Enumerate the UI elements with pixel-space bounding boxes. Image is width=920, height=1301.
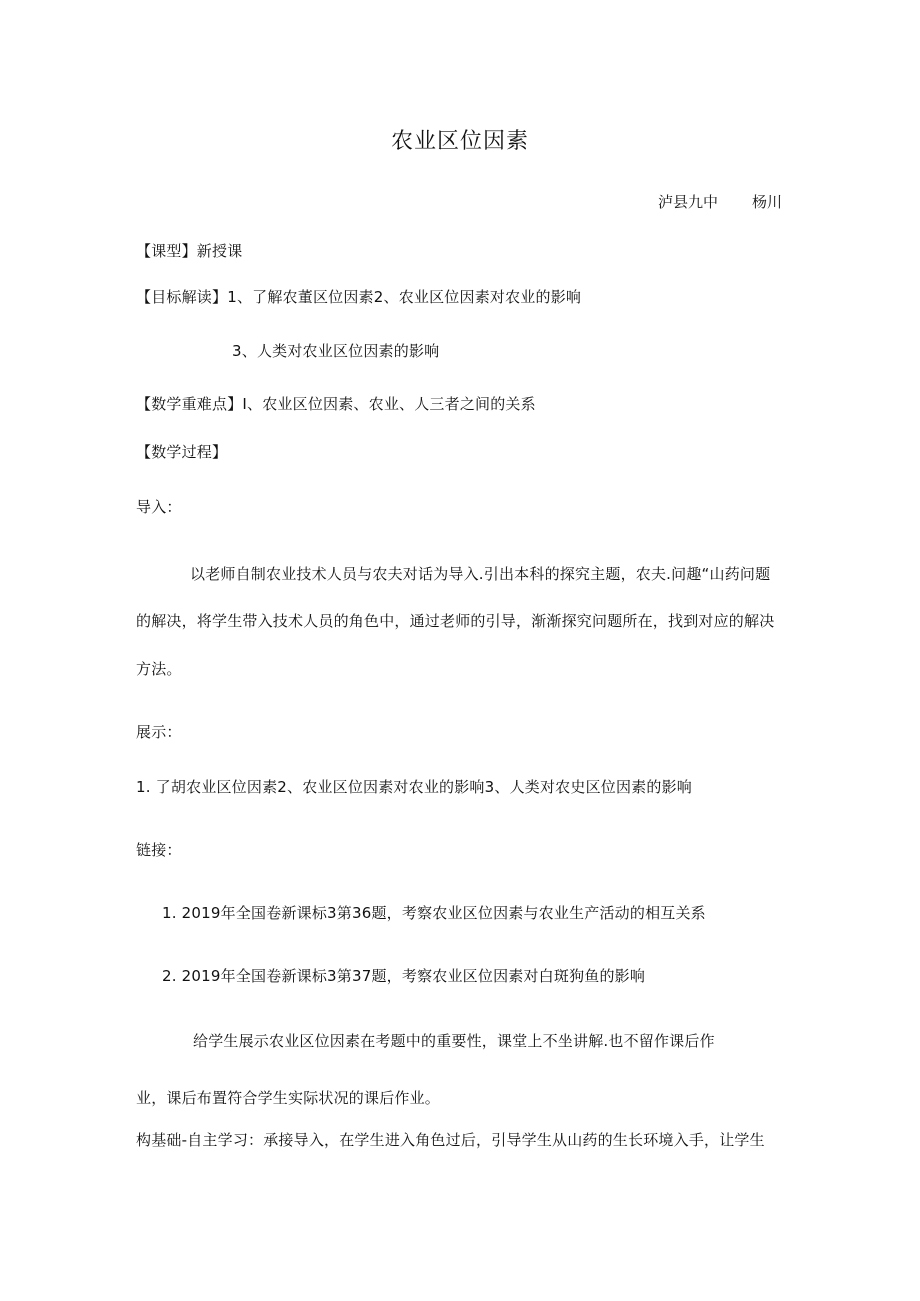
note-paragraph-line-2: 业，课后布置符合学生实际状况的课后作业。 <box>136 1089 441 1107</box>
intro-paragraph-line-3: 方法。 <box>136 660 182 678</box>
author-line <box>658 192 782 212</box>
key-points-line: 【数学重难点】I、农业区位因素、农业、人三者之间的关系 <box>136 395 536 413</box>
show-line: 1. 了胡农业区位因素2、农业区位因素对农业的影响3、人类对农史区位因素的影响 <box>136 778 692 796</box>
author-school: 泸县九中 <box>657 193 718 211</box>
foundation-line: 构基础-自主学习：承接导入，在学生进入角色过后，引导学生从山药的生长环境入手，让学生 <box>136 1131 765 1149</box>
note-paragraph-line-1: 给学生展示农业区位因素在考题中的重要性，课堂上不坐讲解.也不留作课后作 <box>193 1032 715 1050</box>
document-title: 农业区位因素 <box>390 129 529 154</box>
author-name: 杨川 <box>751 193 782 211</box>
link-item-2: 2. 2019年全国卷新课标3第37题，考察农业区位因素对白斑狗鱼的影响 <box>162 967 646 985</box>
link-heading: 链接： <box>136 841 182 859</box>
process-heading: 【数学过程】 <box>136 443 228 461</box>
intro-heading: 导入： <box>136 498 182 516</box>
show-heading: 展示： <box>136 723 182 741</box>
lesson-type-line: 【课型】新授课 <box>136 242 243 260</box>
intro-paragraph-line-1: 以老师自制农业技术人员与农夫对话为导入.引出本科的探究主题，农夫.问趣“山药问题 <box>190 565 771 583</box>
objectives-line-1: 【目标解读】1、了解农董区位因素2、农业区位因素对农业的影响 <box>136 288 582 306</box>
link-item-1: 1. 2019年全国卷新课标3第36题，考察农业区位因素与农业生产活动的相互关系 <box>162 904 706 922</box>
objectives-line-2: 3、人类对农业区位因素的影响 <box>232 342 440 360</box>
intro-paragraph-line-2: 的解决，将学生带入技术人员的角色中，通过老师的引导，渐渐探究问题所在，找到对应的解决 <box>136 612 775 630</box>
